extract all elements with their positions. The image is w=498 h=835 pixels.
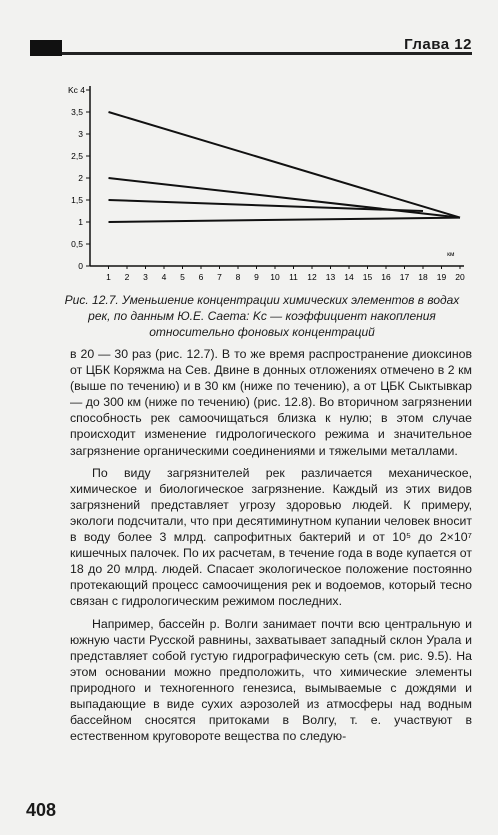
- x-tick-label: 16: [381, 272, 391, 282]
- paragraph: Например, бассейн р. Волги занимает почти всю центральную и южную части Русской равнины, захватывает западный склон Урала и представляет собой густую гидрографическую сеть (см. рис. 9.5). На этом основании можно предположить, что химические элементы природного и техногенного генезиса, вымываемые с дождями и выпадающие в виде сухих аэрозолей из атмосферы над водным бассейном сносятся притоками в Волгу, т. е. участвуют в естественном круговороте вещества по следую-: [70, 616, 472, 744]
- chapter-title: Глава 12: [404, 36, 472, 53]
- figure-caption: Рис. 12.7. Уменьшение концентрации химических элементов в водах рек, по данным Ю.Е. Саета: Kc — коэффициент накопления относительно фоновых концентраций: [64, 293, 460, 339]
- y-tick-label: 3,5: [71, 107, 83, 117]
- y-tick-label: 0,5: [71, 239, 83, 249]
- page-number: 408: [26, 800, 57, 820]
- x-tick-label: 3: [143, 272, 148, 282]
- x-tick-label: 8: [235, 272, 241, 282]
- x-tick-label: 6: [198, 272, 204, 282]
- x-tick-label: 9: [254, 272, 259, 282]
- series-line: [109, 218, 461, 222]
- y-tick-label: 1,5: [71, 195, 83, 205]
- y-tick-label: 1: [78, 217, 83, 227]
- x-tick-label: 2: [124, 272, 130, 282]
- body-text: [70, 346, 472, 744]
- x-tick-label: 1: [106, 272, 111, 282]
- x-tick-label: 4: [161, 272, 167, 282]
- x-tick-label: 14: [344, 272, 354, 282]
- paragraph: в 20 — 30 раз (рис. 12.7). В то же время распространение диоксинов от ЦБК Коряжма на Сев. Двине в донных отложениях отмечено в 2 км (выше по течению) и в 30 км (ниже по течению), а от ЦБК Сыктывкар — до 300 км (ниже по течению) (рис. 12.8). Во вторичном загрязнении способность рек самоочищаться близка к нулю; в этом случае происходит изменение гидрологического режима и значительное загрязнение органическими соединениями и тяжелыми металлами.: [70, 347, 472, 458]
- x-tick-label: 15: [362, 272, 373, 282]
- x-tick-label: 13: [325, 272, 336, 282]
- figure-chart: [40, 80, 480, 290]
- x-tick-label: 12: [307, 272, 317, 282]
- y-tick-label: 2,5: [71, 151, 83, 161]
- x-tick-label: 18: [418, 272, 428, 282]
- x-tick-label: 17: [399, 272, 410, 282]
- y-tick-label: 3: [78, 129, 83, 139]
- chart-svg: [40, 80, 480, 290]
- x-axis-label: км: [447, 251, 455, 258]
- y-tick-label: 0: [78, 261, 83, 271]
- x-tick-label: 11: [289, 272, 298, 282]
- x-tick-label: 10: [270, 272, 280, 282]
- header-bar: [30, 40, 62, 56]
- x-tick-label: 20: [455, 272, 465, 282]
- series-line: [109, 178, 461, 218]
- x-tick-label: 7: [217, 272, 222, 282]
- x-tick-label: 19: [436, 272, 447, 282]
- series-line: [109, 200, 424, 211]
- x-tick-label: 5: [180, 272, 185, 282]
- paragraph: По виду загрязнителей рек различается механическое, химическое и биологическое загрязнение. Каждый из этих видов загрязнений представляет угрозу здоровью людей. К примеру, экологи подсчитали, что при десятиминутном купании человек вносит в воду более 3 млрд. сапрофитных бактерий и от 10⁵ до 2×10⁷ кишечных палочек. По их расчетам, в течение года в воде купается от 18 до 20 млрд. людей. Спасает экологическое положение постоянно протекающий процесс самоочищения рек и водоемов, который тесно связан с гидрологическим режимом последних.: [70, 465, 472, 609]
- y-axis-label: Kc 4: [68, 85, 86, 95]
- y-tick-label: 2: [78, 173, 83, 183]
